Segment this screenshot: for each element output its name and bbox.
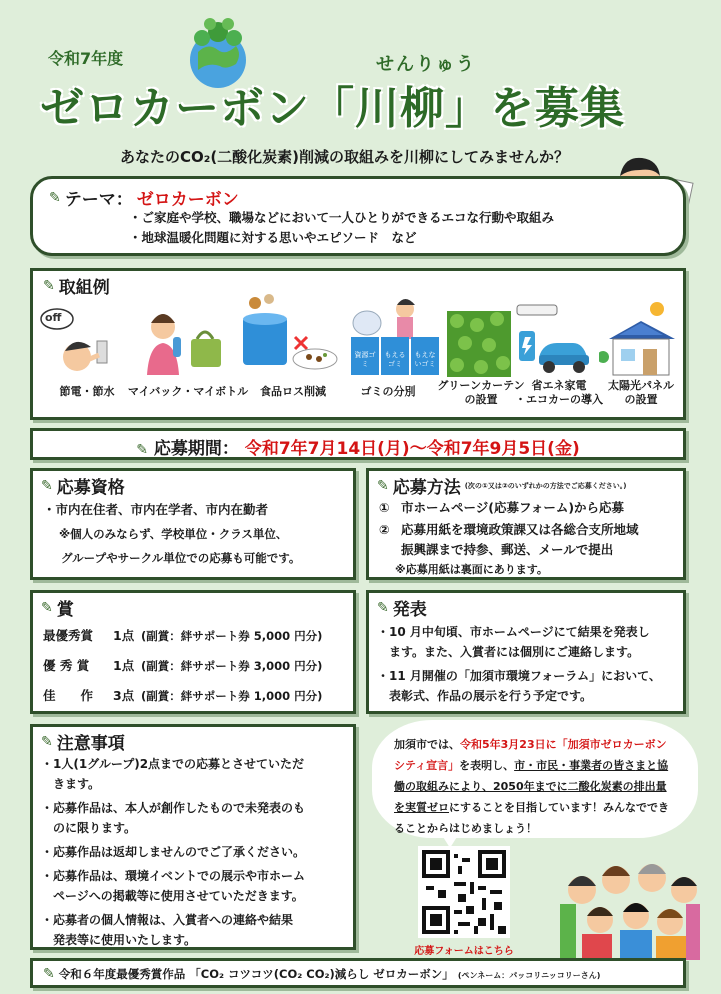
theme-item: ・ご家庭や学校、職場などにおいて一人ひとりができるエコな行動や取組み	[129, 210, 555, 225]
bubble-text-red: ボンシティ宣言」	[394, 738, 667, 772]
examples-heading-text: 取組例	[58, 278, 110, 298]
method-note: ※応募用紙は裏面にあります。	[395, 563, 548, 576]
prize-box	[30, 590, 356, 714]
example-label: マイバック・マイボトル	[127, 385, 249, 398]
announcement-line: ・10 月中旬頃、市ホームページにて結果を発表し	[377, 625, 650, 639]
recycle-bins-icon	[349, 293, 443, 377]
prize-count: 1点	[113, 658, 135, 673]
announcement-heading-text: 発表	[392, 600, 427, 620]
footer-penname: (ペンネーム：パッコリニッコリーさん)	[457, 971, 601, 980]
example-label: グリーンカーテン の設置	[437, 379, 525, 406]
solar-house-icon	[599, 299, 681, 377]
pencil-icon: ✎	[43, 277, 55, 294]
cheering-crowd-icon	[560, 850, 700, 960]
method-item: 市ホームページ(応募フォーム)から応募	[401, 500, 625, 515]
prize-count: 1点	[113, 628, 135, 643]
announcement-line: 表彰式、作品の展示を行う予定です。	[377, 689, 593, 703]
declaration-bubble	[372, 720, 698, 838]
eligibility-line: ・市内在住者、市内在学者、市内在勤者	[43, 502, 269, 517]
example-label: ゴミの分別	[360, 385, 416, 398]
off-label: off	[45, 311, 62, 324]
footer-text: 令和６年度最優秀賞作品 「CO₂ コツコツ(CO₂ CO₂)減らし ゼロカーボン」	[58, 967, 454, 981]
year-label: 令和7年度	[48, 49, 124, 68]
eligibility-note: グループやサークル単位での応募も可能です。	[61, 551, 301, 565]
footer-box	[30, 958, 686, 988]
bubble-text: 加須市では、	[394, 738, 460, 751]
notes-line: ・1人(1グループ)2点までの応募とさせていただ	[41, 757, 305, 771]
announcement-line: ・11 月開催の「加須市環境フォーラム」において、	[377, 669, 661, 683]
method-item-num: ②	[379, 522, 390, 537]
method-item-num: ①	[379, 500, 390, 515]
method-item: 振興課まで持参、郵送、メールで提出	[401, 542, 614, 557]
bubble-text: す！みんなでできることからはじめましょう！	[394, 801, 669, 835]
bubble-text: 市・市民・事業者の皆さ	[514, 759, 636, 772]
prize-name: 最優秀賞	[43, 628, 94, 643]
eligibility-box	[30, 468, 356, 580]
prize-detail: (副賞：絆サポート券 5,000 円分)	[141, 629, 323, 643]
notes-line: ページへの掲載等に使用させていただきます。	[41, 889, 304, 903]
announcement-line: ます。また、入賞者には個別にご連絡します。	[377, 645, 640, 659]
title-ruby: せんりゅう	[376, 54, 476, 75]
method-heading	[377, 473, 627, 498]
page-title: ゼロカーボン「川柳」を募集	[40, 83, 625, 134]
pencil-icon: ✎	[43, 966, 55, 982]
notes-heading	[41, 729, 125, 754]
announcement-heading	[377, 595, 427, 620]
eco-car-icon	[513, 301, 593, 377]
pencil-icon: ✎	[41, 599, 53, 616]
prize-name: 優 秀 賞	[43, 658, 90, 673]
pencil-icon: ✎	[49, 189, 61, 206]
bin-label: もえないゴミ	[414, 351, 436, 368]
example-label: 節電・節水	[59, 385, 115, 398]
period-label: 応募期間：	[153, 439, 239, 459]
method-heading-text: 応募方法	[392, 478, 461, 498]
prize-heading-text: 賞	[56, 600, 74, 620]
example-label: 食品ロス削減	[260, 385, 326, 398]
food-waste-icon	[239, 293, 339, 377]
eligibility-note: ※個人のみならず、学校単位・クラス単位、	[59, 527, 288, 541]
pencil-icon: ✎	[41, 477, 53, 494]
eco-bag-icon	[137, 305, 229, 375]
period-value: 令和7年7月14日(月)～令和7年9月5日(金)	[244, 439, 580, 459]
bubble-text-red: 令和5年3月23日に「加須市ゼロカー	[460, 738, 645, 751]
light-switch-icon	[39, 305, 111, 375]
theme-label: テーマ：	[64, 190, 133, 210]
method-box	[366, 468, 686, 580]
notes-line: ・応募者の個人情報は、入賞者への連絡や結果	[41, 913, 294, 927]
notes-line: のに限ります。	[41, 821, 137, 835]
notes-line: ・応募作品は、環境イベントでの展示や市ホーム	[41, 869, 306, 883]
prize-detail: (副賞：絆サポート券 1,000 円分)	[141, 689, 323, 703]
bubble-text: を表明し、	[459, 759, 515, 772]
theme-item: ・地球温暖化問題に対する思いやエピソード など	[129, 230, 417, 245]
examples-heading	[43, 273, 110, 298]
notes-heading-text: 注意事項	[56, 734, 125, 754]
method-heading-note: (次の①又は②のいずれかの方法でご応募ください。)	[464, 481, 627, 490]
bubble-text: にすることを目指していま	[449, 801, 581, 814]
method-item: 応募用紙を環境政策課又は各総合支所地域	[401, 522, 639, 537]
period-box	[30, 428, 686, 460]
example-label: 省エネ家電 ・エコカーの導入	[515, 379, 603, 406]
notes-line: ・応募作品は返却しませんのでご了承ください。	[41, 845, 306, 859]
eligibility-heading	[41, 473, 125, 498]
qr-caption: 応募フォームはこちら	[414, 946, 514, 957]
declaration-text	[394, 734, 676, 839]
period-line	[33, 434, 683, 459]
example-label: 太陽光パネル の設置	[608, 379, 674, 406]
examples-box	[30, 268, 686, 420]
bubble-text: まと協働の取組みにより、2050年までに二酸化炭	[394, 759, 669, 793]
prize-detail: (副賞：絆サポート券 3,000 円分)	[141, 659, 323, 673]
green-curtain-icon	[447, 311, 511, 377]
prize-count: 3点	[113, 688, 135, 703]
prize-heading	[41, 595, 74, 620]
qr-code[interactable]	[418, 846, 510, 938]
notes-line: きます。	[41, 777, 101, 791]
pencil-icon: ✎	[136, 442, 148, 458]
eligibility-heading-text: 応募資格	[56, 478, 125, 498]
theme-value: ゼロカーボン	[136, 190, 239, 210]
footer-line	[43, 966, 600, 982]
bin-label: もえるゴミ	[384, 351, 406, 368]
notes-line: 発表等に使用いたします。	[41, 933, 197, 947]
notes-line: ・応募作品は、本人が創作したもので未発表のも	[41, 801, 306, 815]
pencil-icon: ✎	[41, 733, 53, 750]
announcement-box	[366, 590, 686, 714]
pencil-icon: ✎	[377, 599, 389, 616]
bubble-text: 素の排出量を実質ゼロ	[394, 780, 667, 814]
prize-name: 佳 作	[43, 688, 94, 703]
pencil-icon: ✎	[377, 477, 389, 494]
subtitle: あなたのCO₂(二酸化炭素)削減の取組みを川柳にしてみませんか？	[120, 148, 570, 166]
theme-box	[30, 176, 686, 256]
notes-box	[30, 724, 356, 950]
bin-label: 資源ゴミ	[354, 351, 376, 368]
